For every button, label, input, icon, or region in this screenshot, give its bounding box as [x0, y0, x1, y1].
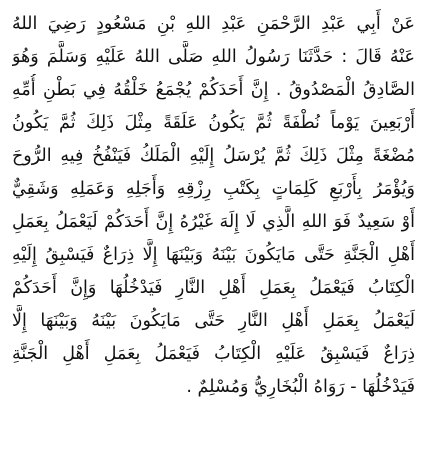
text-line-10: لَيَعْمَلُ بِعَمَلِ أَهْلِ النَّارِ حَتَّى مَايَكُونَ بَيْنَهُ وَبَيْنَهَا إِلَّا — [12, 311, 415, 331]
text-line-2: عَنْهُ قَالَ : حَدَّثَنَا رَسُولُ اللهِ صَلَّى اللهُ عَلَيْهِ وَسَلَّمَ وَهُوَ — [12, 47, 415, 67]
text-line-8: أَهْلِ الْجَنَّةِ حَتَّى مَايَكُونَ بَيْنَهُ وَبَيْنَهَا إِلَّا ذِرَاعٌ فَيَسْبِقُ إِلَيْهِ — [12, 245, 415, 265]
text-line-9: الْكِتَابُ فَيَعْمَلُ بِعَمَلِ أَهْلِ النَّارِ فَيَدْخُلُهَا وَإِنَّ أَحَدَكُمْ — [12, 278, 415, 298]
text-line-6: وَيُؤْمَرُ بِأَرْبَعِ كَلِمَاتٍ بِكَتْبِ رِزْقِهِ وَأَجَلِهِ وَعَمَلِهِ وَشَقِيٌّ — [12, 179, 415, 199]
hadith-text-block — [12, 8, 415, 404]
text-line-11: ذِرَاعٌ فَيَسْبِقُ عَلَيْهِ الْكِتَابُ فَيَعْمَلُ بِعَمَلِ أَهْلِ الْجَنَّةِ — [12, 344, 415, 364]
text-line-4: أَرْبَعِينَ يَوْماً نُطْفَةً ثُمَّ يَكُونُ عَلَقَةً مِثْلَ ذَلِكَ ثُمَّ يَكُونُ — [12, 113, 415, 133]
text-line-7: أَوْ سَعِيدٌ فَوَ اللهِ الَّذِي لَا إِلَهَ غَيْرُهُ إِنَّ أَحَدَكُمْ لَيَعْمَلُ بِعَمَلِ — [12, 212, 415, 232]
text-line-12: فَيَدْخُلُهَا - رَوَاهُ الْبُخَارِيُّ وَمُسْلِمٌ . — [186, 377, 415, 397]
text-line-3: الصَّادِقُ الْمَصْدُوقُ . إِنَّ أَحَدَكُمْ يُجْمَعُ خَلْقُهُ فِي بَطْنِ أُمِّهِ — [12, 80, 415, 100]
text-line-5: مُضْغَةً مِثْلَ ذَلِكَ ثُمَّ يُرْسَلُ إِلَيْهِ الْمَلَكُ فَيَنْفُخُ فِيهِ الرُّوحَ — [12, 146, 415, 166]
text-line-1: عَنْ أَبِي عَبْدِ الرَّحْمَنِ عَبْدِ اللهِ بْنِ مَسْعُودٍ رَضِيَ اللهُ — [12, 14, 415, 34]
